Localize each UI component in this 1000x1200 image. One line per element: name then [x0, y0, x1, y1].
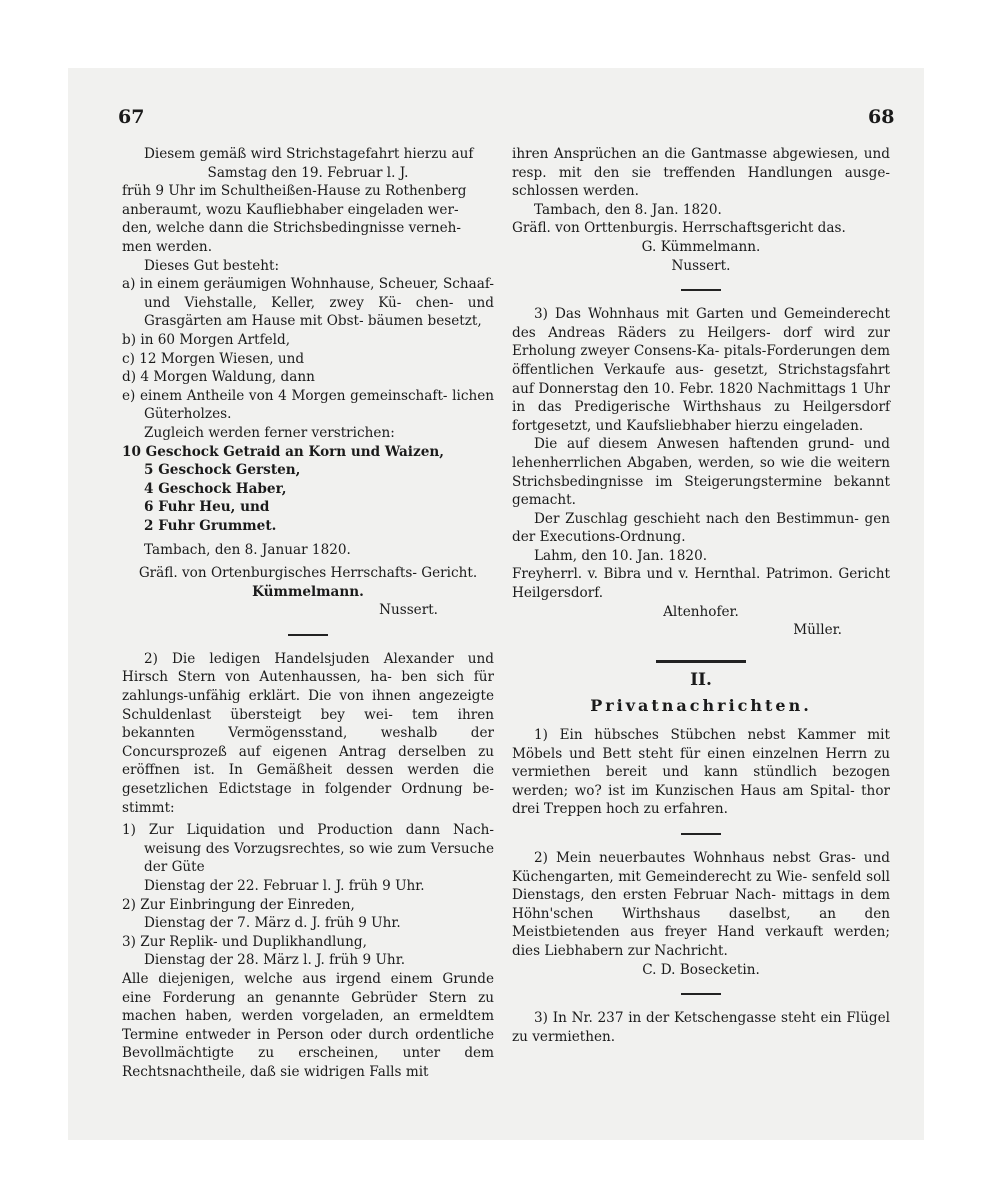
separator-rule: [681, 833, 721, 835]
property-intro: Dieses Gut besteht:: [144, 257, 280, 274]
separator-rule: [681, 993, 721, 995]
notice-date: Tambach, den 8. Jan. 1820.: [534, 201, 722, 218]
levy-paragraph: Die auf diesem Anwesen haftenden grund- und lehenherrlichen Abgaben, werden, so wie die weitern Strichsbedingnisse im Steigerungstermine bekannt gemacht.: [512, 436, 890, 509]
section-title: Privatnachrichten.: [590, 696, 812, 716]
right-column: [512, 145, 890, 1046]
signature: C. D. Bosecketin.: [642, 961, 760, 978]
property-item: [122, 368, 494, 387]
item-text: Zur Replik- und Duplikhandlung,: [140, 933, 367, 950]
property-item: [122, 350, 494, 369]
harvest-item: 5 Geschock Gersten,: [144, 462, 301, 479]
item-label: b): [122, 331, 137, 348]
item-text: Zur Liquidation und Production dann Nach- weisung des Vorzugsrechtes, so wie zum Versuche der Güte: [144, 822, 494, 876]
page-number-left: 67: [118, 106, 145, 128]
summons-paragraph: Alle diejenigen, welche aus irgend einem Grunde eine Forderung an genannte Gebrüder Stern zu machen haben, werden vorgeladen, an ermeldtem Termine entweder in Person oder durch ordentliche Bevollmächtigte zu erscheinen, unter dem Rechtsnachtheile, daß sie widrigen Falls mit: [122, 970, 494, 1080]
house-sale-notice: 3) Das Wohnhaus mit Garten und Gemeinderecht des Andreas Räders zu Heilgers- dorf wird zur Erholung zweyer Consens-Ka- pitals-Forderungen dem öffentlichen Verkaufe aus- gesetzt, Strichstagsfahrt auf Donnerstag den 10. Febr. 1820 Nachmittags 1 Uhr in das Predigerische Wirthshaus zu Heilgersdorf fortgesetzt, und Kaufsliebhaber hierzu eingeladen.: [512, 306, 890, 434]
item-text: einem Antheile von 4 Morgen gemeinschaft- lichen Güterholzes.: [140, 387, 494, 423]
auction-notice-line: anberaumt, wozu Kaufliebhaber eingeladen wer-: [122, 201, 459, 218]
harvest-intro: Zugleich werden ferner verstrichen:: [144, 424, 395, 441]
edict-date: Dienstag der 28. März l. J. früh 9 Uhr.: [144, 952, 406, 969]
section-rule: [656, 660, 746, 663]
court-name: Gräfl. von Ortenburgisches Herrschafts- Gericht.: [138, 565, 478, 582]
award-paragraph: Der Zuschlag geschieht nach den Bestimmun- gen der Executions-Ordnung.: [512, 510, 890, 546]
item-label: 1): [122, 822, 136, 839]
item-label: d): [122, 369, 137, 386]
court-name: Freyherrl. v. Bibra und v. Hernthal. Patrimon. Gericht Heilgersdorf.: [512, 566, 890, 602]
item-label: 3): [122, 933, 136, 950]
edict-item: [122, 896, 494, 915]
bankruptcy-notice: 2) Die ledigen Handelsjuden Alexander und Hirsch Stern von Autenhaussen, ha- ben sich für zahlungs-unfähig erklärt. Die von ihnen angezeigte Schuldenlast übersteigt bey wei- tem ihren bekannten Vermögensstand, weshalb der Concursprozeß auf eigenen Antrag derselben zu eröffnen ist. In Gemäßheit dessen werden die gesetzlichen Edictstage in folgender Ordnung be- stimmt:: [122, 650, 494, 816]
classified-ad: 1) Ein hübsches Stübchen nebst Kammer mit Möbels und Bett steht für einen einzelnen Herrn zu vermiethen bereit und kann stündlich bezogen werden; wo? ist im Kunzischen Haus am Spital- thor drei Treppen hoch zu erfahren.: [512, 727, 890, 818]
edict-date: Dienstag der 22. Februar l. J. früh 9 Uhr.: [144, 877, 425, 894]
harvest-item: 2 Fuhr Grummet.: [144, 517, 277, 534]
property-item: [122, 275, 494, 331]
edict-date: Dienstag der 7. März d. J. früh 9 Uhr.: [144, 915, 401, 932]
item-text: in einem geräumigen Wohnhause, Scheuer, Schaaf- und Viehstalle, Keller, zwey Kü- chen- und Grasgärten am Hause mit Obst- bäumen besetzt,: [139, 276, 494, 330]
signature: Nussert.: [671, 257, 731, 274]
left-column: [122, 145, 494, 1082]
property-item: [122, 387, 494, 424]
notice-date: Lahm, den 10. Jan. 1820.: [534, 547, 708, 564]
item-label: c): [122, 350, 135, 367]
signature: Kümmelmann.: [252, 583, 364, 600]
auction-notice-line: früh 9 Uhr im Schultheißen-Hause zu Rothenberg: [122, 183, 467, 200]
item-text: 12 Morgen Wiesen, und: [139, 350, 305, 367]
separator-rule: [288, 634, 328, 636]
edict-item: [122, 933, 494, 952]
property-item: [122, 331, 494, 350]
item-label: a): [122, 276, 136, 293]
classified-ad: 2) Mein neuerbautes Wohnhaus nebst Gras- und Küchengarten, mit Gemeinderecht zu Wie- senfeld soll Dienstags, den ersten Februar Nach- mittags in dem Höhn'schen Wirthshaus daselbst, an den Meistbietenden aus freyer Hand verkauft werden; dies Liebhabern zur Nachricht.: [512, 850, 890, 959]
signature: Nussert.: [379, 602, 438, 619]
section-number: II.: [690, 669, 712, 690]
item-text: Zur Einbringung der Einreden,: [140, 896, 355, 913]
page-number-right: 68: [868, 106, 895, 128]
item-label: e): [122, 387, 136, 404]
item-text: in 60 Morgen Artfeld,: [140, 331, 291, 348]
harvest-item: 10 Geschock Getraid an Korn und Waizen,: [122, 443, 444, 460]
harvest-item: 4 Geschock Haber,: [144, 480, 287, 497]
item-label: 2): [122, 896, 136, 913]
summons-continuation: ihren Ansprüchen an die Gantmasse abgewiesen, und resp. mit den sie treffenden Handlungen ausge- schlossen werden.: [512, 146, 890, 200]
item-text: 4 Morgen Waldung, dann: [140, 369, 315, 386]
separator-rule: [681, 289, 721, 291]
court-name: Gräfl. von Orttenburgis. Herrschaftsgericht das.: [512, 220, 846, 237]
auction-notice-line: men werden.: [122, 238, 213, 255]
signature: Müller.: [793, 622, 842, 639]
signature: G. Kümmelmann.: [641, 238, 761, 255]
notice-date: Tambach, den 8. Januar 1820.: [144, 542, 351, 559]
auction-notice-line: den, welche dann die Strichsbedingnisse verneh-: [122, 220, 461, 237]
auction-notice-line: Samstag den 19. Februar l. J.: [207, 164, 409, 181]
auction-notice-line: Diesem gemäß wird Strichstagefahrt hierzu auf: [144, 146, 474, 162]
signature: Altenhofer.: [663, 603, 739, 620]
edict-item: [122, 821, 494, 877]
harvest-item: 6 Fuhr Heu, und: [144, 499, 270, 516]
classified-ad: 3) In Nr. 237 in der Ketschengasse steht ein Flügel zu vermiethen.: [512, 1010, 890, 1045]
